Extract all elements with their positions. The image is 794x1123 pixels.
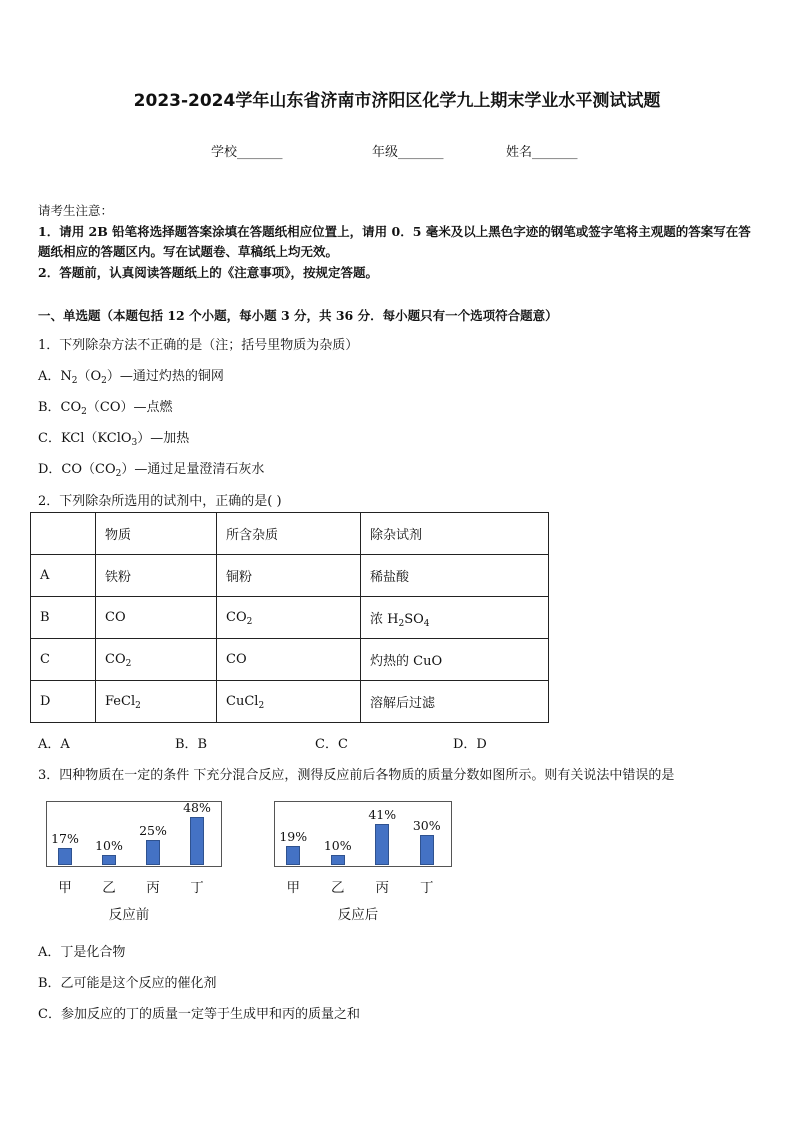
chart-data-label: 10% — [323, 838, 352, 853]
q2-stem: 2．下列除杂所选用的试剂中，正确的是( ) — [38, 494, 282, 509]
grade-label: 年级 — [372, 145, 399, 160]
chart-after-reaction — [274, 801, 452, 923]
table-cell: $CO_2$ — [217, 597, 361, 639]
chart-category-label: 丁 — [420, 880, 434, 896]
q1-option-b[interactable]: B．$CO_2(CO)—$点燃 — [38, 400, 173, 417]
page-title: 2023-2024学年山东省济南市济阳区化学九上期末学业水平测试试题 — [133, 91, 661, 111]
table-row — [31, 681, 549, 723]
name-field[interactable] — [506, 141, 578, 160]
table-cell: C — [31, 639, 96, 681]
notes-item-1: 1．请用 2B 铅笔将选择题答案涂填在答题纸相应位置上，请用 0．5 毫米及以上黑色字迹的钢笔或签字笔将主观题的答案写在答题纸相应的答题区内。写在试题卷、草稿纸上均无效。 — [38, 223, 751, 259]
q1-option-c[interactable]: C．KCl（KClO$_3$）—加热 — [38, 431, 190, 448]
chart-data-label: 48% — [183, 800, 211, 815]
table-row — [31, 639, 549, 681]
chart-bar — [146, 840, 160, 865]
chart-data-label: 30% — [412, 818, 441, 833]
table-header-row — [31, 513, 549, 555]
school-blank: _______ — [237, 145, 283, 160]
table-cell: 铁粉 — [96, 555, 217, 597]
chart-data-label: 10% — [95, 838, 123, 853]
q3-option-b[interactable]: B．乙可能是这个反应的催化剂 — [38, 976, 217, 991]
chart-data-label: 41% — [368, 807, 397, 822]
q2-option-a[interactable]: A．A — [38, 737, 70, 752]
q1-option-a[interactable]: A．$N_2(O_2)—$通过灼热的铜网 — [38, 369, 224, 386]
table-cell: CuCl$_2$ — [217, 681, 361, 723]
chart-before-reaction — [46, 801, 222, 923]
chart-bar — [331, 855, 345, 865]
q2-option-d[interactable]: D．D — [453, 737, 487, 752]
chart-bar — [420, 835, 434, 865]
chart-caption: 反应前 — [108, 907, 150, 923]
table-cell: FeCl$_2$ — [96, 681, 217, 723]
grade-field[interactable] — [372, 141, 444, 160]
table-cell: 稀盐酸 — [361, 555, 549, 597]
chart-bar — [190, 817, 204, 865]
notes-block — [38, 201, 763, 283]
name-label: 姓名 — [506, 145, 533, 160]
table-cell: CO — [217, 639, 361, 681]
table-cell: D — [31, 681, 96, 723]
chart-data-label: 19% — [279, 829, 308, 844]
q3-stem: 3．四种物质在一定的条件 下充分混合反应，测得反应前后各物质的质量分数如图所示。则有关说法中错误的是 — [38, 768, 675, 783]
q2-table — [30, 512, 549, 723]
school-label: 学校 — [211, 145, 238, 160]
name-blank: _______ — [532, 145, 578, 160]
notes-heading: 请考生注意： — [38, 203, 114, 218]
table-cell: CO — [96, 597, 217, 639]
table-row — [31, 597, 549, 639]
table-cell: 灼热的 CuO — [361, 639, 549, 681]
chart-category-label: 甲 — [286, 880, 300, 896]
q1-option-d[interactable]: D．$CO(CO_2)—$通过足量澄清石灰水 — [38, 462, 265, 479]
chart-category-label: 丁 — [190, 880, 204, 896]
chart-data-label: 25% — [139, 823, 167, 838]
chart-category-label: 丙 — [375, 880, 389, 896]
chart-category-label: 乙 — [331, 880, 345, 896]
q3-option-a[interactable]: A．丁是化合物 — [38, 945, 126, 960]
table-cell: A — [31, 555, 96, 597]
table-header-cell — [31, 513, 96, 555]
chart-category-label: 丙 — [146, 880, 160, 896]
q2-option-b[interactable]: B．B — [175, 737, 208, 752]
table-cell: B — [31, 597, 96, 639]
table-cell: $CO_2$ — [96, 639, 217, 681]
table-cell: 浓 $H_2SO_4$ — [361, 597, 549, 639]
school-field[interactable] — [211, 141, 283, 160]
chart-category-label: 乙 — [102, 880, 116, 896]
table-header-cell: 物质 — [96, 513, 217, 555]
q3-option-c[interactable]: C．参加反应的丁的质量一定等于生成甲和丙的质量之和 — [38, 1007, 360, 1022]
chart-bar — [286, 846, 300, 865]
table-row — [31, 555, 549, 597]
table-cell: 铜粉 — [217, 555, 361, 597]
chart-bar — [375, 824, 389, 865]
chart-bar — [58, 848, 72, 865]
table-cell: 溶解后过滤 — [361, 681, 549, 723]
q2-option-c[interactable]: C．C — [315, 737, 348, 752]
chart-caption: 反应后 — [337, 907, 379, 923]
notes-item-2: 2．答题前，认真阅读答题纸上的《注意事项》，按规定答题。 — [38, 264, 378, 280]
grade-blank: _______ — [398, 145, 444, 160]
chart-data-label: 17% — [51, 831, 79, 846]
chart-category-label: 甲 — [58, 880, 72, 896]
section-heading: 一、单选题（本题包括 12 个小题，每小题 3 分，共 36 分．每小题只有一个选项符合题意） — [38, 308, 558, 323]
table-header-cell: 除杂试剂 — [361, 513, 549, 555]
table-header-cell: 所含杂质 — [217, 513, 361, 555]
chart-bar — [102, 855, 116, 865]
q1-stem: 1．下列除杂方法不正确的是（注；括号里物质为杂质） — [38, 338, 359, 353]
